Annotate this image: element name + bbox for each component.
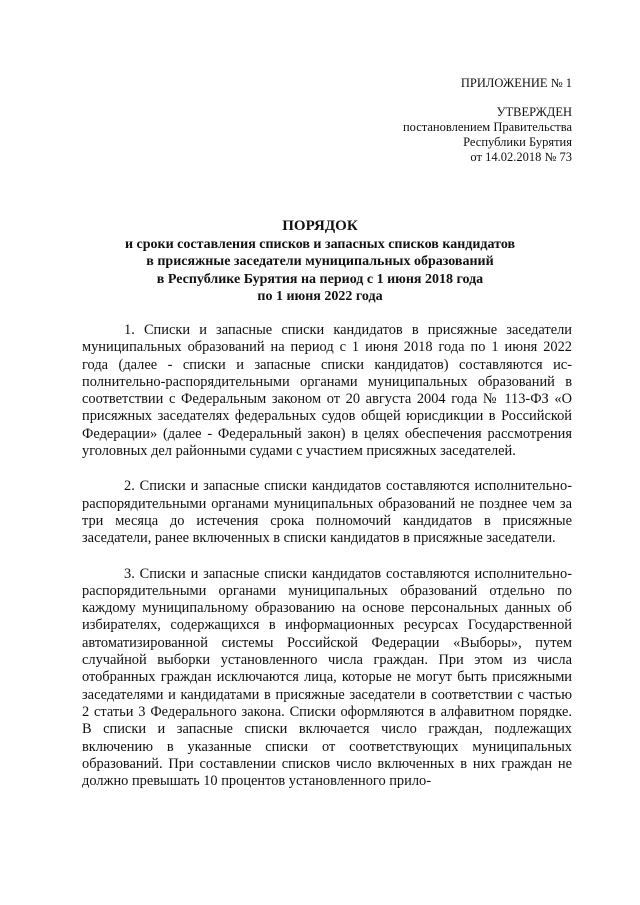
paragraph-2: 2. Списки и запасные списки кандидатов составляются исполнительно-распорядительными органами муниципальных образований не позднее чем за три месяца до истечения срока полномочий кандидатов в присяжные заседатели, ранее включенных в списки кандидатов в присяжные заседатели. — [82, 478, 572, 547]
title-line-4: по 1 июня 2022 года — [257, 289, 383, 304]
approved-label: УТВЕРЖДЕН — [496, 105, 572, 119]
date-number-line: от 14.02.2018 № 73 — [470, 150, 572, 164]
appendix-label: ПРИЛОЖЕНИЕ № 1 — [460, 76, 572, 90]
title-main: ПОРЯДОК — [282, 218, 358, 234]
approval-block — [403, 76, 572, 165]
decree-line: постановлением Правительства — [402, 120, 572, 134]
paragraph-1: 1. Списки и запасные списки кандидатов в присяжные заседатели муниципальных образований на период с 1 июня 2018 года по 1 июня 2022 года (далее - списки и запасные списки кандидатов) составляются исполнительно-распорядительными органами муниципальных образований в соответствии с Федеральным законом от 20 августа 2004 года № 113-ФЗ «О присяжных заседателях федеральных судов общей юрисдикции в Российской Федерации» (далее - Федеральный закон) в целях обеспечения рассмотрения уголовных дел районными судами с участием присяжных заседателей. — [82, 322, 572, 460]
title-line-3: в Республике Бурятия на период с 1 июня 2018 года — [156, 271, 484, 287]
document-title — [80, 218, 560, 306]
title-line-1: и сроки составления списков и запасных списков кандидатов — [124, 236, 516, 252]
paragraph-3: 3. Списки и запасные списки кандидатов составляются исполнительно-распорядительными органами муниципальных образований отдельно по каждому муниципальному образованию на основе персональных данных об избирателях, содержащихся в информационных ресурсах Государственной автоматизированной системы Российской Федерации «Выборы», путем случайной выборки установленного числа граждан. При этом из числа отобранных граждан исключаются лица, которые не могут быть присяжными заседателями и кандидатами в присяжные заседатели в соответствии с частью 2 статьи 3 Федерального закона. Списки оформляются в алфавитном порядке. В списки и запасные списки включается число граждан, подлежащих включению в указанные списки от соответствующих муниципальных образований. При составлении списков число включенных в них граждан не должно превышать 10 процентов установленного прило- — [82, 565, 572, 790]
title-line-2: в присяжные заседатели муниципальных образований — [146, 254, 494, 269]
republic-line: Республики Бурятия — [463, 135, 572, 149]
document-body — [82, 322, 572, 808]
